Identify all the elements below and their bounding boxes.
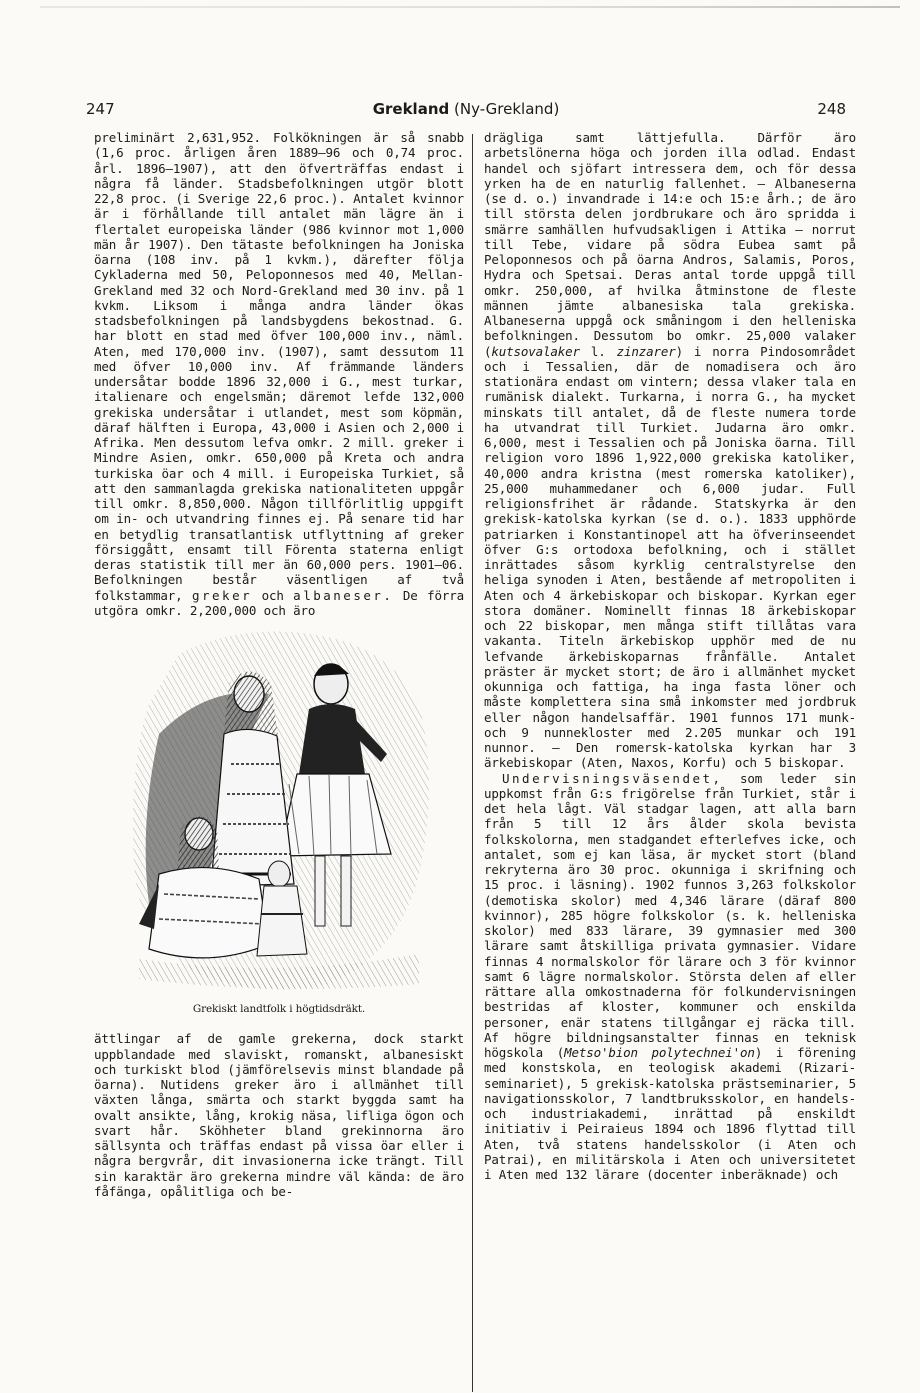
spaced-term: albaneser.: [293, 587, 394, 603]
text-run: De förra utgöra omkr. 2,200,000 och äro: [94, 587, 464, 618]
text-run: preliminärt 2,631,952. Folkökningen är så snabb (1,6 proc. årligen åren 1889—96 och 0,74 proc. årl. 1896—1907), att den öfverträffas endast i några få länder. Stadsbefolkningen utgör blott 22,8 proc. (i Sverige 22,6 proc.). Antalet kvinnor är i förhållande till antalet män lägre än i flertalet europeiska länder (986 kvinnor mot 1,000 män år 1907). Den tätaste befolkningen ha Joniska öarna (108 inv. på 1 kvkm.), därefter följa Cykladerna med 50, Peloponnesos med 40, Mellan-Grekland med 32 och Nord-Grekland med 30 inv. på 1 kvkm. Liksom i många andra länder ökas stadsbefolkningen på landsbygdens bekostnad. G. har blott en stad med öfver 100,000 inv., näml. Aten, med 170,000 inv. (1907), samt dessutom 11 med öfver 10,000 inv. Af främmande länders undersåtar bodde 1896 32,000 i G., mest turkar, italienare och engelsmän; däremot lefde 132,000 grekiska undersåtar i utlandet, mest som köpmän, däraf hälften i Europa, 43,000 i Asien och 2,000 i Afrika. Men dessutom lefva omkr. 2 mill. greker i Mindre Asien, omkr. 650,000 på Kreta och andra turkiska öar och 4 mill. i Europeiska Turkiet, så att den sammanlagda grekiska nationaliteten uppgår till omkr. 8,850,000. Någon tillförlitlig uppgift om in- och utvandring finnes ej. På senare tid har en betydlig transatlantisk utflyttning af greker försiggått, ensamt till Förenta staterna enligt deras statistik till mer än 60,000 pers. 1901—06. Befolkningen består väsentligen af två folkstammar,: [94, 130, 464, 603]
right-column: [484, 130, 856, 1182]
italic-term: Metso'bion polytechnei'on: [564, 1045, 755, 1060]
italic-term: kutsovalaker: [491, 343, 580, 359]
text-run: och: [261, 587, 284, 603]
text-run: l.: [579, 343, 617, 359]
running-title-main: Grekland: [372, 100, 450, 118]
text-run: drägliga samt lättjefulla. Därför äro arbetslönerna höga och jorden illa odlad. Endast handel och sjöfart intressera dem, och för dessa yrken ha de en naturlig fallenhet. — Albaneserna (se d. o.) invandrade i 14:e och 15:e årh.; de äro till största delen jordbrukare och äro spridda i smärre samhällen hufvudsakligen i Attika — norrut till Tebe, vidare på södra Eubea samt på Peloponnesos och på öarna Andros, Salamis, Poros, Hydra och Spetsai. Deras antal torde uppgå till omkr. 250,000, af hvilka åtminstone de fleste männen jämte albanesiska tala grekiska. Albaneserna uppgå ock småningom i den helleniska befolkningen. Dessutom bo omkr. 25,000 valaker (: [484, 130, 856, 359]
scan-edge: [40, 6, 900, 8]
text-run: som leder sin uppkomst från G:s frigörelse från Turkiet, står i det hela lågt. Väl stadgar lagen, att alla barn från 5 till 12 års ålder skola bevista folkskolorna, men stadgandet efterlefves icke, och antalet, som ej kan läsa, är mycket stort (bland rekryterna äro 30 proc. okunniga i skrifning och 15 proc. i läsning). 1902 funnos 3,263 folkskolor (demotiska skolor) med 4,346 lärare (däraf 800 kvinnor), 285 högre folkskolor (s. k. helleniska skolor) med 833 lärare, 39 gymnasier med 300 lärare samt åtskilliga privata gymnasier. Vidare finnas 4 normalskolor för lärare och 3 för kvinnor samt 6 lägre normalskolor. Största delen af eller rättare alla omkostnaderna för folkundervisningen bestridas af kloster, kommuner och enskilda personer, enär statens tillgångar ej räcka till. Af högre bildningsanstalter finnas en teknisk högskola (: [484, 770, 856, 1060]
spaced-term: greker: [191, 587, 253, 603]
paragraph: [94, 130, 464, 618]
paragraph: [484, 771, 856, 1183]
column-divider: [472, 134, 473, 1392]
figure-caption: Grekiskt landtfolk i högtidsdräkt.: [192, 1003, 366, 1015]
paragraph: [484, 130, 856, 771]
running-header: [86, 100, 846, 122]
paragraph: ättlingar af de gamle grekerna, dock starkt uppblandade med slaviskt, romanskt, albanesiskt och turkiskt blod (jämförelsevis minst blandade på öarna). Nutidens greker äro i allmänhet till växten långa, smärta och starkt byggda samt ha ovalt ansikte, lång, krokig näsa, lifliga ögon och svart hår. Sköhheter bland grekinnorna äro sällsynta och träffas endast på vissa öar eller i några bergvrår, dit invasionerna icke trängt. Till sin karaktär äro grekerna mindre väl kända: de äro fåfänga, opålitliga och be-: [94, 1031, 464, 1199]
illustration-figure: [94, 624, 464, 1017]
running-title-sub: (Ny-Grekland): [454, 100, 560, 118]
page-number-left: 247: [86, 100, 115, 118]
spaced-term: Undervisningsväsendet,: [502, 770, 723, 786]
page-number-right: 248: [817, 100, 846, 118]
left-column: [94, 130, 464, 1199]
running-title: [86, 100, 846, 118]
text-run: ) i förening med konstskola, en teologisk akademi (Rizari-seminariet), 5 grekisk-katolska prästseminarier, 5 navigationsskolor, 7 landtbruksskolor, en handels- och industriakademi, inrättad på enskildt initiativ i Peiraieus 1894 och 1896 flyttad till Aten, två statens handelsskolor (i Aten och Patrai), en militärskola i Aten och universitetet i Aten med 132 lärare (docenter inberäknade) och: [484, 1045, 856, 1182]
text-run: ) i norra Pindosområdet och i Tessalien, där de nomadisera och äro stationära endast om vintern; dessa vlaker tala en rumänisk dialekt. Turkarna, i norra G., ha mycket minskats till antalet, då de fleste numera torde ha utvandrat till Turkiet. Judarna äro omkr. 6,000, mest i Tessalien och på Joniska öarna. Till religion voro 1896 1,922,000 grekiska katoliker, 40,000 andra kristna (mest romerska katoliker), 25,000 muhammedaner och 6,000 judar. Full religionsfrihet är rådande. Statskyrka är den grekisk-katolska kyrkan (se d. o.). 1833 upphörde patriarken i Konstantinopel att ha öfverinseendet öfver G:s ortodoxa befolkning, och i stället inrättades såsom kyrklig centralstyrelse den heliga synoden i Aten, bestående af metropoliten i Aten och 4 ärkebiskopar och biskopar. Kyrkan eger stora domäner. Nominellt finnas 18 ärkebiskopar och 22 biskopar, men många stift tillåtas vara vakanta. Titeln ärkebiskop upphör med de nu lefvande ärkebiskoparnas frånfälle. Antalet präster är mycket stort; de äro i allmänhet mycket okunniga och fattiga, ha inga fasta löner och måste komplettera sina små inkomster med jordbruk eller någon handelsaffär. 1901 funnos 171 munk- och 9 nunnekloster med 2.205 munkar och 191 nunnor. — Den romersk-katolska kyrkan har 3 ärkebiskopar (Aten, Naxos, Korfu) och 5 biskopar.: [484, 343, 856, 771]
italic-term: zinzarer: [616, 343, 676, 359]
illustration-engraving: [119, 624, 439, 994]
